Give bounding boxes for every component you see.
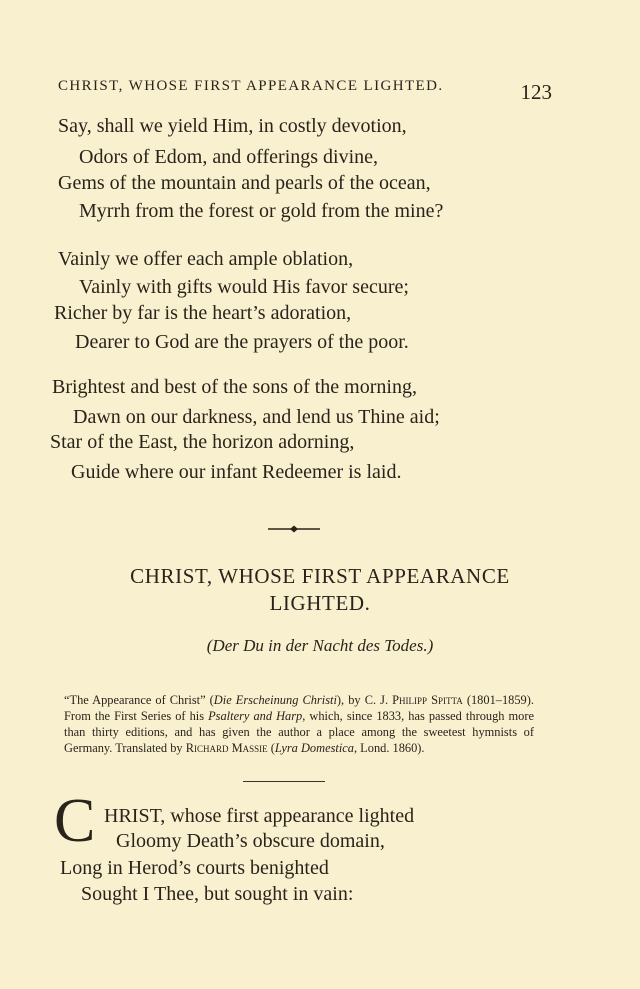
notes-text-3: , Lond. 1860). — [353, 741, 425, 755]
divider-rule — [243, 781, 325, 782]
hymn-title-line-1: CHRIST, WHOSE FIRST APPEARANCE — [130, 564, 510, 588]
notes-paren: ( — [267, 741, 275, 755]
notes-collection: Psaltery and Harp — [208, 709, 303, 723]
verse-line: Sought I Thee, but sought in vain: — [81, 883, 354, 905]
notes-original-title: Die Erscheinung Christi — [213, 693, 337, 707]
notes-text-2: , which, since 1833, has passed through more than thirty editions, and has given the author a place among the sweetest hymnists of Germany. Translated by — [64, 709, 534, 755]
poem-line: Vainly with gifts would His favor secure; — [79, 276, 409, 298]
hymn-title-line-2: LIGHTED. — [269, 591, 371, 615]
notes-author: Philipp Spitta — [392, 693, 463, 707]
poem-line: Guide where our infant Redeemer is laid. — [71, 461, 402, 483]
poem-line: Dearer to God are the prayers of the poor. — [75, 331, 409, 353]
verse-line: Gloomy Death’s obscure domain, — [116, 830, 385, 852]
verse-first-line: HRIST, whose first appearance lighted — [104, 805, 415, 827]
notes-translator: Richard Massie — [185, 741, 268, 755]
notes-by: ), by C. J. — [336, 693, 393, 707]
notes-source: Lyra Domestica — [274, 741, 354, 755]
poem-line: Vainly we offer each ample oblation, — [58, 248, 354, 270]
notes-intro: “The Appearance of Christ” ( — [64, 693, 214, 707]
hymn-notes — [64, 692, 534, 756]
verse-line: Long in Herod’s courts benighted — [60, 857, 329, 879]
hymn-title — [0, 563, 640, 617]
poem-line: Dawn on our darkness, and lend us Thine aid; — [73, 406, 440, 428]
poem-line: Star of the East, the horizon adorning, — [50, 431, 355, 453]
hymn-subtitle: (Der Du in der Nacht des Todes.) — [206, 636, 434, 655]
poem-line: Myrrh from the forest or gold from the mine? — [79, 200, 444, 222]
section-ornament — [268, 524, 320, 534]
notes-text-1: (1801–1859). From the First Series of his — [64, 693, 534, 723]
poem-line: Say, shall we yield Him, in costly devotion, — [58, 115, 407, 137]
poem-line: Brightest and best of the sons of the morning, — [52, 376, 417, 398]
poem-line: Odors of Edom, and offerings divine, — [79, 146, 379, 168]
poem-line: Gems of the mountain and pearls of the ocean, — [58, 172, 431, 194]
drop-capital: C — [54, 787, 96, 855]
running-head: CHRIST, WHOSE FIRST APPEARANCE LIGHTED. — [58, 78, 444, 94]
page-number: 123 — [520, 80, 552, 104]
poem-line: Richer by far is the heart’s adoration, — [54, 302, 352, 324]
